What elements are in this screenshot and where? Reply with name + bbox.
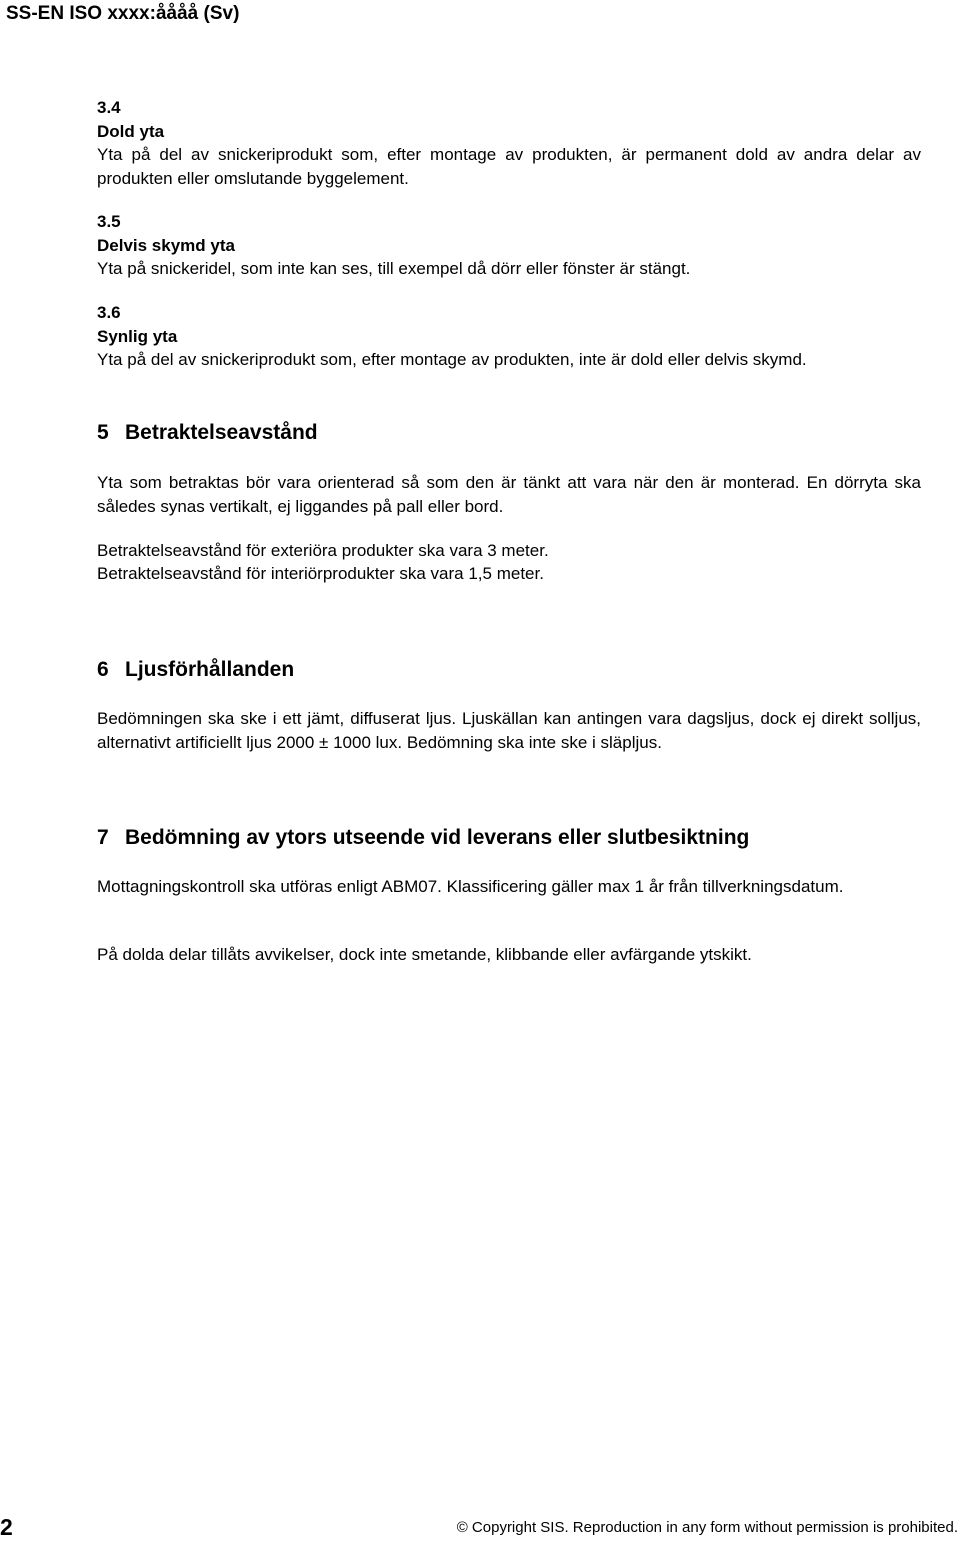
page-number: 2 (0, 1514, 13, 1540)
section-title: Bedömning av ytors utseende vid leverans eller slutbesiktning (125, 826, 750, 849)
section-number: 7 (97, 826, 109, 849)
definition-text: Yta på snickeridel, som inte kan ses, till exempel då dörr eller fönster är stängt. (97, 259, 691, 278)
definition-3-5 (97, 210, 921, 281)
definition-number: 3.5 (97, 212, 121, 231)
definition-term: Dold yta (97, 121, 165, 141)
definition-text: Yta på del av snickeriprodukt som, efter montage av produkten, inte är dold eller delvis skymd. (97, 350, 807, 369)
definition-3-4 (97, 96, 921, 190)
section-heading-7 (97, 825, 921, 851)
copyright-notice: © Copyright SIS. Reproduction in any form without permission is prohibited. (456, 1519, 958, 1536)
definition-term: Delvis skymd yta (97, 235, 235, 255)
definition-text: Yta på del av snickeriprodukt som, efter montage av produkten, är permanent dold av andra delar av produkten eller omslutande byggelement. (97, 145, 921, 188)
paragraph: Betraktelseavstånd för exteriöra produkter ska vara 3 meter. (97, 541, 549, 560)
definition-number: 3.6 (97, 303, 121, 322)
section-heading-5 (97, 420, 921, 446)
section-number: 5 (97, 421, 109, 444)
section-title: Betraktelseavstånd (125, 421, 318, 444)
section-heading-6 (97, 657, 921, 683)
section-title: Ljusförhållanden (125, 658, 295, 681)
document-header: SS-EN ISO xxxx:åååå (Sv) (6, 3, 240, 24)
section-number: 6 (97, 658, 109, 681)
paragraph: Mottagningskontroll ska utföras enligt ABM07. Klassificering gäller max 1 år från tillverkningsdatum. (97, 877, 844, 896)
definition-3-6 (97, 301, 921, 372)
paragraph: Betraktelseavstånd för interiörprodukter ska vara 1,5 meter. (97, 564, 544, 583)
definition-number: 3.4 (97, 98, 121, 117)
paragraph: På dolda delar tillåts avvikelser, dock inte smetande, klibbande eller avfärgande ytskikt. (97, 945, 752, 964)
paragraph: Bedömningen ska ske i ett jämt, diffuserat ljus. Ljuskällan kan antingen vara dagsljus, dock ej direkt solljus, alternativt artificiellt ljus 2000 ± 1000 lux. Bedömning ska inte ske i släpljus. (97, 709, 921, 752)
paragraph: Yta som betraktas bör vara orienterad så som den är tänkt att vara när den är monterad. En dörryta ska således synas vertikalt, ej liggandes på pall eller bord. (97, 473, 921, 516)
definition-term: Synlig yta (97, 326, 178, 346)
